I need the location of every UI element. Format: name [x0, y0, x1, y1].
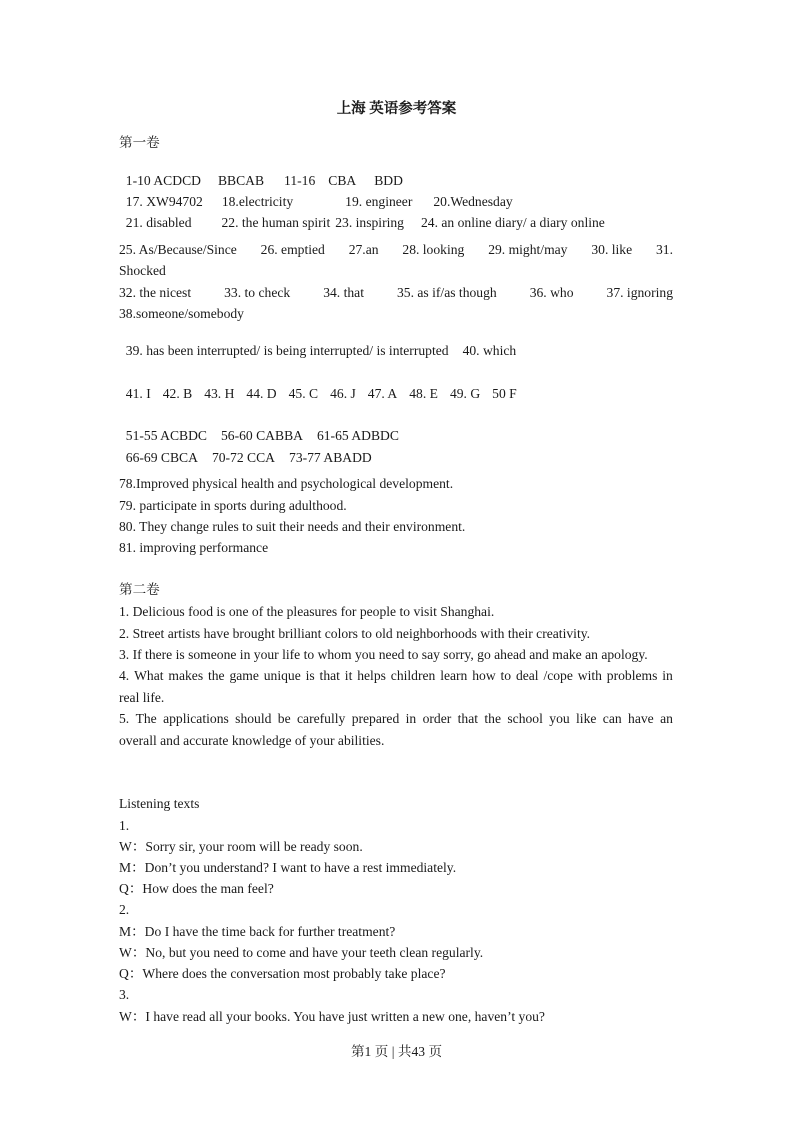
- word: it: [344, 668, 353, 683]
- page-footer: 第1 页 | 共43 页: [350, 1044, 443, 1059]
- listening-line: Q：Where does the conversation most probably take place?: [119, 966, 446, 981]
- word: applications: [163, 711, 229, 726]
- word: in: [405, 711, 417, 726]
- word: game: [229, 668, 259, 683]
- listening-line: W：I have read all your books. You have just written a new one, haven’t you?: [119, 1009, 545, 1024]
- word: is: [305, 668, 315, 683]
- answer-group: BDD: [374, 173, 403, 188]
- answer-item: 22. the human spirit: [221, 215, 331, 230]
- answers-line-66-77: [119, 434, 372, 466]
- word: can: [602, 711, 622, 726]
- translation-1: 1. Delicious food is one of the pleasures for people to visit Shanghai.: [119, 604, 495, 619]
- answer-item: 25. As/Because/Since: [119, 242, 237, 257]
- answer-item: 23. inspiring: [335, 215, 404, 230]
- answer-item: 18.electricity: [221, 194, 294, 209]
- word: unique: [263, 668, 301, 683]
- answer-group: 70-72 CCA: [211, 450, 276, 465]
- answer-item: 20.Wednesday: [433, 194, 513, 209]
- translation-4-continued: real life.: [119, 690, 165, 705]
- word: should: [235, 711, 272, 726]
- word: that: [457, 711, 479, 726]
- answer-item: 32. the nicest: [119, 285, 192, 300]
- word: that: [319, 668, 340, 683]
- listening-line: M：Do I have the time back for further treatment?: [119, 924, 396, 939]
- word: helps: [357, 668, 386, 683]
- word: be: [277, 711, 291, 726]
- word: 5.: [119, 711, 130, 726]
- word: The: [135, 711, 157, 726]
- word: an: [660, 711, 673, 726]
- answer-item: 26. emptied: [260, 242, 325, 257]
- listening-line: 3.: [119, 987, 130, 1002]
- answer-item: 36. who: [529, 285, 574, 300]
- word: /cope: [543, 668, 573, 683]
- answer-group: BBCAB: [217, 173, 265, 188]
- answers-line-41-50: [119, 370, 517, 402]
- word: to: [500, 668, 512, 683]
- answer-78: 78.Improved physical health and psychological development.: [119, 476, 454, 491]
- listening-line: Q：How does the man feel?: [119, 881, 274, 896]
- translation-3: 3. If there is someone in your life to whom you need to say sorry, go ahead and make an apology.: [119, 647, 648, 662]
- word: carefully: [297, 711, 346, 726]
- listening-heading: Listening texts: [119, 796, 200, 811]
- answer-item: 31.: [655, 242, 673, 257]
- answer-item: 48. E: [409, 386, 438, 401]
- section-heading-1: 第一卷: [119, 135, 160, 150]
- answer-item: 33. to check: [224, 285, 291, 300]
- word: children: [390, 668, 436, 683]
- answer-item: 50 F: [492, 386, 517, 401]
- answer-item: 41. I: [125, 386, 151, 401]
- word: learn: [440, 668, 468, 683]
- word: order: [422, 711, 452, 726]
- word: how: [472, 668, 496, 683]
- answer-item: 47. A: [367, 386, 398, 401]
- word: prepared: [351, 711, 400, 726]
- word: the: [207, 668, 225, 683]
- answer-group: 61-65 ADBDC: [316, 428, 399, 443]
- word: deal: [515, 668, 539, 683]
- word: 4.: [119, 668, 130, 683]
- listening-line: 2.: [119, 902, 130, 917]
- listening-line: W：No, but you need to come and have your teeth clean regularly.: [119, 945, 484, 960]
- answer-item: 24. an online diary/ a diary online: [420, 215, 605, 230]
- page-title: 上海 英语参考答案: [336, 101, 457, 117]
- answer-item: 46. J: [330, 386, 356, 401]
- answer-group: CBA: [328, 173, 357, 188]
- answer-item: 39. has been interrupted/ is being interrupted/ is interrupted: [125, 343, 449, 358]
- answer-79: 79. participate in sports during adulthood.: [119, 498, 347, 513]
- answer-item: 43. H: [204, 386, 235, 401]
- answer-item: 28. looking: [402, 242, 465, 257]
- answers-line-32-37: [119, 285, 673, 301]
- answer-item: 37. ignoring: [606, 285, 673, 300]
- answer-item: 35. as if/as though: [397, 285, 497, 300]
- word: What: [134, 668, 164, 683]
- answer-item: 44. D: [246, 386, 277, 401]
- answer-item: 21. disabled: [125, 215, 192, 230]
- listening-line: W：Sorry sir, your room will be ready soon.: [119, 839, 363, 854]
- word: school: [507, 711, 543, 726]
- translation-5: [119, 711, 673, 727]
- word: the: [484, 711, 502, 726]
- answer-80: 80. They change rules to suit their needs and their environment.: [119, 519, 466, 534]
- answer-group: 1-10 ACDCD: [125, 173, 201, 188]
- answer-item: 40. which: [462, 343, 517, 358]
- translation-5-continued: overall and accurate knowledge of your abilities.: [119, 733, 385, 748]
- section-heading-2: 第二卷: [119, 582, 160, 597]
- answer-item: 45. C: [288, 386, 319, 401]
- answer-item: 27.an: [348, 242, 379, 257]
- answer-item: 30. like: [591, 242, 633, 257]
- answers-line-25-31: [119, 242, 673, 258]
- word: in: [662, 668, 673, 683]
- answer-group: 73-77 ABADD: [289, 450, 372, 465]
- answer-item: 17. XW94702: [125, 194, 203, 209]
- answer-31-continued: Shocked: [119, 263, 166, 278]
- listening-line: M：Don’t you understand? I want to have a rest immediately.: [119, 860, 457, 875]
- answer-group: 56-60 CABBA: [221, 428, 303, 443]
- word: with: [577, 668, 602, 683]
- answers-line-39-40: [119, 327, 516, 359]
- word: makes: [168, 668, 204, 683]
- answer-item: 29. might/may: [488, 242, 568, 257]
- answer-item: 19. engineer: [345, 194, 413, 209]
- translation-2: 2. Street artists have brought brilliant colors to old neighborhoods with their creativity.: [119, 626, 591, 641]
- word: have: [628, 711, 654, 726]
- answer-item: 34. that: [323, 285, 364, 300]
- answer-item: 49. G: [449, 386, 481, 401]
- answer-item: 42. B: [162, 386, 193, 401]
- answer-38: 38.someone/somebody: [119, 306, 244, 321]
- word: problems: [606, 668, 658, 683]
- word: like: [576, 711, 597, 726]
- answer-group: 66-69 CBCA: [125, 450, 198, 465]
- answer-group: 51-55 ACBDC: [125, 428, 207, 443]
- translation-4: [119, 668, 673, 684]
- listening-line: 1.: [119, 818, 130, 833]
- answers-line-21-24: [119, 199, 605, 231]
- word: you: [549, 711, 570, 726]
- answer-81: 81. improving performance: [119, 540, 269, 555]
- answer-group: 11-16: [284, 173, 316, 188]
